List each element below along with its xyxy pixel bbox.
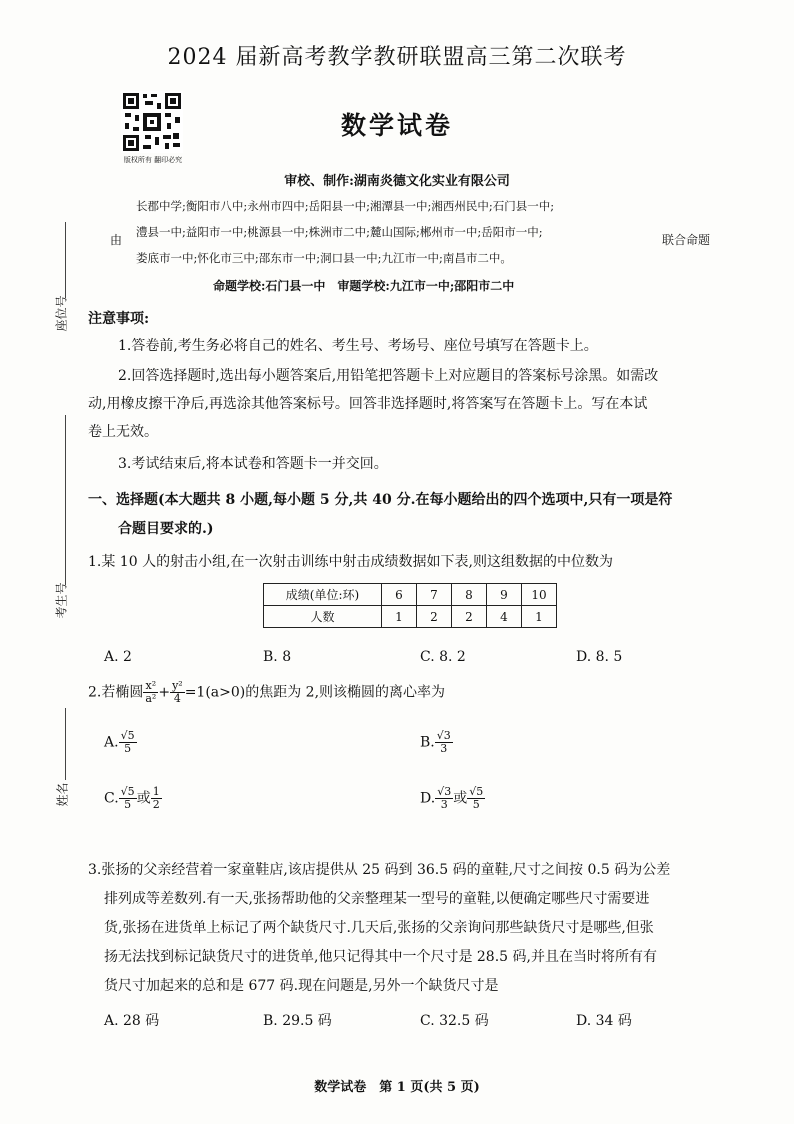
q1-option-d: D. 8. 5 (576, 649, 623, 665)
q3-option-c: C. 32.5 码 (420, 1013, 489, 1029)
q2-fraction-x (143, 680, 158, 705)
name-line (65, 708, 66, 780)
fraction-denominator: 4 (173, 692, 181, 705)
q3-line-4: 扬无法找到标记缺货尺寸的进货单,他只记得其中一个尺寸是 28.5 码,并且在当时将所有有 (104, 949, 657, 965)
notice-title: 注意事项: (88, 311, 150, 327)
schools-line-2: 澧县一中;益阳市一中;桃源县一中;株洲市二中;麓山国际;郴州市一中;岳阳市一中; (136, 225, 543, 239)
seat-label: 座位号 (54, 295, 69, 332)
fraction (119, 730, 137, 755)
table-cell: 1 (522, 606, 557, 628)
notice-item-2b: 动,用橡皮擦干净后,再选涂其他答案标号。回答非选择题时,将答案写在答题卡上。写在本试 (88, 396, 648, 412)
name-label: 姓名 (55, 782, 70, 807)
producer-line: 审校、制作:湖南炎德文化实业有限公司 (284, 174, 510, 189)
q3-line-3: 货,张扬在进货单上标记了两个缺货尺寸.几天后,张扬的父亲询问那些缺货尺寸是哪些,但张 (104, 920, 654, 936)
fraction-denominator: 3 (440, 798, 448, 811)
notice-item-2a: 2.回答选择题时,选出每小题答案后,用铅笔把答题卡上对应题目的答案标号涂黑。如需改 (118, 368, 659, 384)
q2-option-d (420, 786, 485, 811)
table-cell: 2 (417, 606, 452, 628)
fraction-numerator: √3 (436, 729, 451, 742)
table-cell: 1 (382, 606, 417, 628)
q1-stem: 1.某 10 人的射击小组,在一次射击训练中射击成绩数据如下表,则这组数据的中位数为 (88, 554, 613, 570)
qr-caption: 版权所有 翻印必究 (123, 156, 183, 164)
fraction-numerator: 1 (152, 785, 160, 798)
fraction (435, 786, 453, 811)
q1-option-c: C. 8. 2 (420, 649, 466, 665)
q1-score-table (263, 583, 557, 628)
table-cell: 2 (452, 606, 487, 628)
fraction-denominator: 5 (472, 798, 480, 811)
q2-stem (88, 680, 445, 705)
option-or: 或 (136, 790, 151, 807)
fraction-numerator: √3 (437, 785, 452, 798)
table-cell: 9 (487, 584, 522, 606)
notice-item-2c: 卷上无效。 (88, 424, 158, 440)
fraction-denominator: 3 (440, 742, 448, 755)
table-cell: 8 (452, 584, 487, 606)
table-cell: 7 (417, 584, 452, 606)
table-cell: 成绩(单位:环) (264, 584, 382, 606)
table-row (264, 584, 557, 606)
command-schools: 命题学校:石门县一中 审题学校:九江市一中;邵阳市二中 (213, 279, 515, 293)
notice-item-3: 3.考试结束后,将本试卷和答题卡一并交回。 (118, 456, 388, 472)
option-label: C. (104, 790, 119, 807)
q2-fraction-y (170, 680, 185, 705)
table-cell: 人数 (264, 606, 382, 628)
fraction (151, 786, 162, 811)
section-1-heading: 一、选择题(本大题共 8 小题,每小题 5 分,共 40 分.在每小题给出的四个选项中,只有一项是符 (88, 492, 673, 508)
q3-line-2: 排列成等差数列.有一天,张扬帮助他的父亲整理某一型号的童鞋,以便确定哪些尺寸需要进 (104, 891, 650, 907)
q1-option-a: A. 2 (104, 649, 132, 665)
option-label: A. (104, 734, 119, 751)
fraction-numerator: x² (143, 680, 158, 693)
schools-line-1: 长郡中学;衡阳市八中;永州市四中;岳阳县一中;湘潭县一中;湘西州民中;石门县一中; (136, 199, 555, 213)
table-cell: 4 (487, 606, 522, 628)
q2-option-c (104, 786, 162, 811)
q1-option-b: B. 8 (263, 649, 292, 665)
fraction-denominator: a² (145, 692, 157, 705)
fraction-denominator: 2 (152, 798, 160, 811)
fraction-numerator: √5 (469, 785, 484, 798)
option-or: 或 (453, 790, 468, 807)
q2-plus: + (158, 684, 171, 701)
table-row (264, 606, 557, 628)
you-label: 由 (110, 233, 123, 247)
q3-option-b: B. 29.5 码 (263, 1013, 332, 1029)
header-title: 2024 届新高考教学教研联盟高三第二次联考 (167, 45, 627, 70)
schools-line-3: 娄底市一中;怀化市三中;邵东市一中;洞口县一中;九江市一中;南昌市二中。 (136, 251, 512, 265)
q3-line-5: 货尺寸加起来的总和是 677 码.现在问题是,另外一个缺货尺寸是 (104, 978, 499, 994)
joint-label: 联合命题 (662, 233, 711, 247)
q3-option-a: A. 28 码 (104, 1013, 160, 1029)
exam-title: 数学试卷 (340, 111, 453, 140)
fraction (435, 730, 453, 755)
seat-line (65, 222, 66, 298)
option-label: B. (420, 734, 435, 751)
table-cell: 6 (382, 584, 417, 606)
section-1-heading-cont: 合题目要求的.) (118, 521, 214, 537)
q2-option-b (420, 730, 453, 755)
fraction-numerator: √5 (120, 729, 135, 742)
fraction (467, 786, 485, 811)
page-footer: 数学试卷 第 1 页(共 5 页) (314, 1080, 480, 1095)
q2-stem-prefix: 2.若椭圆 (88, 684, 144, 701)
table-cell: 10 (522, 584, 557, 606)
notice-item-1: 1.答卷前,考生务必将自己的姓名、考生号、考场号、座位号填写在答题卡上。 (118, 338, 598, 354)
fraction (119, 786, 137, 811)
fraction-denominator: 5 (124, 798, 132, 811)
fraction-denominator: 5 (124, 742, 132, 755)
q2-option-a (104, 730, 137, 755)
q2-stem-suffix: =1(a>0)的焦距为 2,则该椭圆的离心率为 (184, 684, 446, 701)
option-label: D. (420, 790, 436, 807)
fraction-numerator: y² (172, 679, 183, 692)
exam-no-label: 考生号 (54, 582, 69, 619)
q3-option-d: D. 34 码 (576, 1013, 632, 1029)
q3-line-1: 3.张扬的父亲经营着一家童鞋店,该店提供从 25 码到 36.5 码的童鞋,尺寸之间按 0.5 码为公差 (88, 862, 671, 878)
exam-no-line (65, 415, 66, 585)
fraction-numerator: √5 (120, 785, 135, 798)
